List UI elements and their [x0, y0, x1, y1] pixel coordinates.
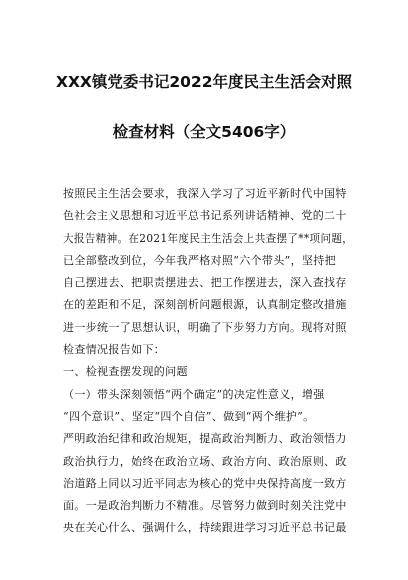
body-line: 治道路上同以习近平同志为核心的党中央保持高度一致方	[63, 476, 347, 490]
body-line: 色社会主义思想和习近平总书记系列讲话精神、党的二十	[63, 209, 347, 223]
body-line: 检查情况报告如下：	[63, 343, 166, 357]
body-line: 政治执行力，始终在政治立场、政治方向、政治原则、政	[63, 454, 347, 468]
body-line: 按照民主生活会要求，我深入学习了习近平新时代中国特	[63, 187, 347, 200]
body-line: 大报告精神。在2021年度民主生活会上共查摆了**项问题，	[63, 231, 354, 245]
body-line: 自己摆进去、把职责摆进去、把工作摆进去，深入查找存	[63, 276, 347, 290]
body-line: 央在关心什么、强调什么，持续跟进学习习近平总书记最	[63, 521, 347, 535]
document-body	[63, 183, 353, 540]
body-line: 在的差距和不足，深刻剖析问题根源，认真制定整改措施	[63, 298, 347, 312]
body-line: （一）带头深刻领悟“两个确定”的决定性意义，增强	[63, 387, 325, 401]
body-line: 面。一是政治判断力不精准。尽管努力做到时刻关注党中	[63, 499, 347, 513]
body-line: “四个意识”、坚定“四个自信”、做到“两个维护”。	[63, 409, 315, 423]
section-heading: 一、检视查摆发现的问题	[63, 365, 188, 379]
body-line: 严明政治纪律和政治规矩，提高政治判断力、政治领悟力	[63, 432, 347, 446]
body-line: 进一步统一了思想认识，明确了下步努力方向。现将对照	[63, 320, 347, 334]
body-line: 已全部整改到位，今年我严格对照“六个带头”，坚持把	[63, 253, 336, 267]
document-title-line-2: 检查材料（全文5406字）	[112, 123, 296, 141]
document-title-line-1: XXX镇党委书记2022年度民主生活会对照	[56, 73, 352, 91]
